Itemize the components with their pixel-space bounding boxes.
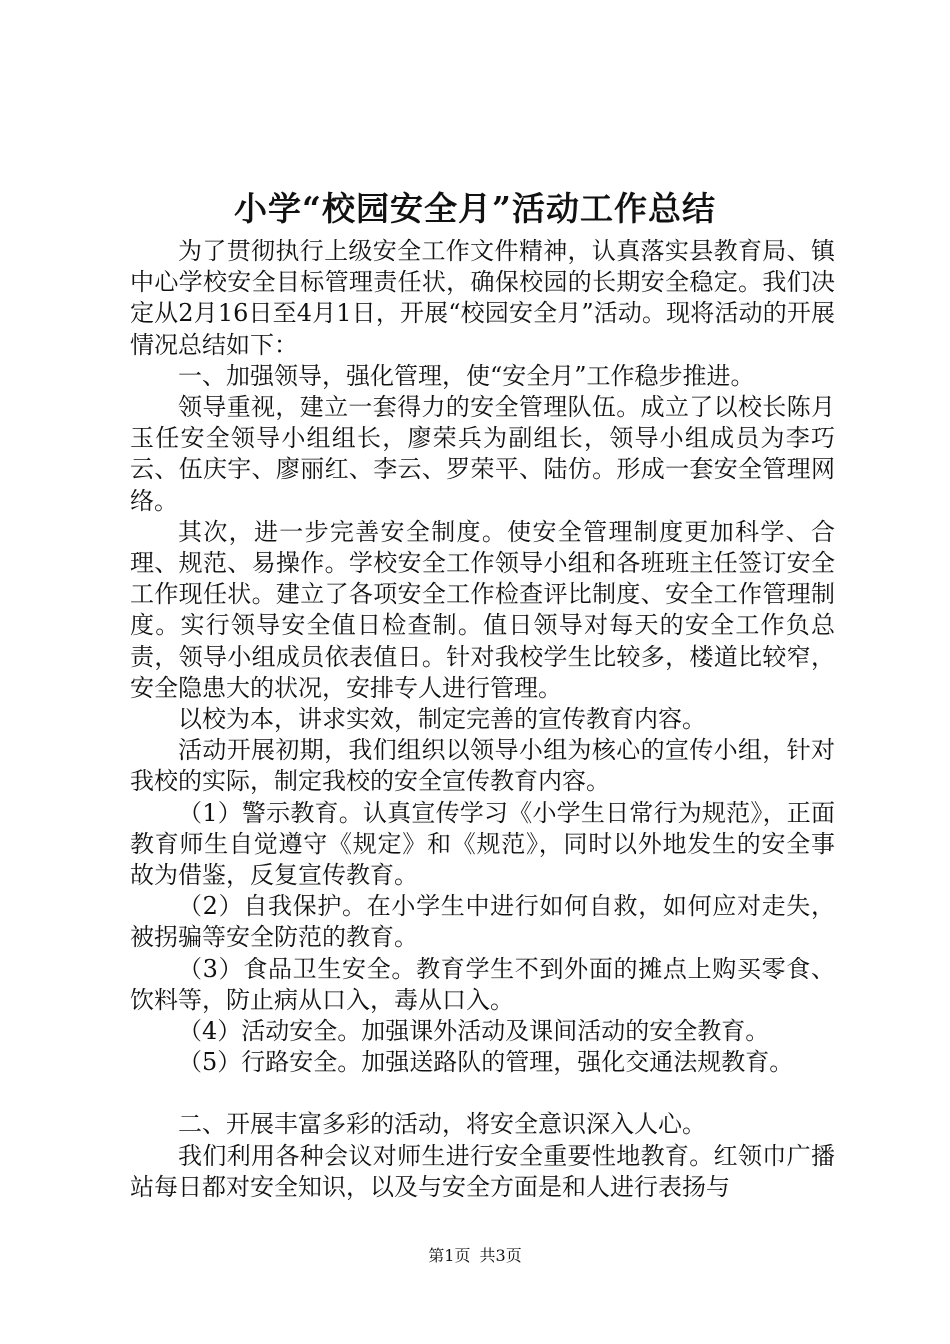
paragraph-school-based: 以校为本，讲求实效，制定完善的宣传教育内容。 — [178, 705, 706, 734]
paragraph-system: 其次，进一步完善安全制度。使安全管理制度更加科学、合理、规范、易操作。学校安全工作领导小组和各班班主任签订安全工作现任状。建立了各项安全工作检查评比制度、安全工作管理制度。实行领导安全值日检查制。值日领导对每天的安全工作负总责，领导小组成员依表值日。针对我校学生比较多，楼道比较窄，安全隐患大的状况，安排专人进行管理。 — [130, 517, 835, 702]
page-total: 共3页 — [479, 1246, 522, 1265]
paragraph-leadership: 领导重视，建立一套得力的安全管理队伍。成立了以校长陈月玉任安全领导小组组长，廖荣兵为副组长，领导小组成员为李巧云、伍庆宇、廖丽红、李云、罗荣平、陆仿。形成一套安全管理网络。 — [130, 393, 835, 515]
document-body — [130, 236, 835, 1203]
list-item-warning-education: （1）警示教育。认真宣传学习《小学生日常行为规范》，正面教育师生自觉遵守《规定》和《规范》，同时以外地发生的安全事故为借鉴，反复宣传教育。 — [130, 798, 835, 890]
section-heading-1: 一、加强领导，强化管理，使“安全月”工作稳步推进。 — [178, 361, 755, 390]
paragraph-activity-start: 活动开展初期，我们组织以领导小组为核心的宣传小组，针对我校的实际，制定我校的安全宣传教育内容。 — [130, 736, 835, 796]
page-number: 第1页 — [428, 1246, 471, 1265]
page-footer — [0, 1245, 950, 1267]
list-item-activity-safety: （4）活动安全。加强课外活动及课间活动的安全教育。 — [178, 1017, 770, 1046]
paragraph-intro: 为了贯彻执行上级安全工作文件精神，认真落实县教育局、镇中心学校安全目标管理责任状，确保校园的长期安全稳定。我们决定从2月16日至4月1日，开展“校园安全月”活动。现将活动的开展情况总结如下： — [130, 237, 835, 359]
section-heading-2: 二、开展丰富多彩的活动，将安全意识深入人心。 — [178, 1110, 706, 1139]
paragraph-meetings: 我们利用各种会议对师生进行安全重要性地教育。红领巾广播站每日都对安全知识，以及与安全方面是和人进行表扬与 — [130, 1141, 835, 1201]
list-item-food-safety: （3）食品卫生安全。教育学生不到外面的摊点上购买零食、饮料等，防止病从口入，毒从口入。 — [130, 954, 835, 1014]
document-title: 小学“校园安全月”活动工作总结 — [234, 189, 716, 228]
list-item-road-safety: （5）行路安全。加强送路队的管理，强化交通法规教育。 — [178, 1048, 794, 1077]
list-item-self-protection: （2）自我保护。在小学生中进行如何自救，如何应对走失，被拐骗等安全防范的教育。 — [130, 892, 835, 952]
